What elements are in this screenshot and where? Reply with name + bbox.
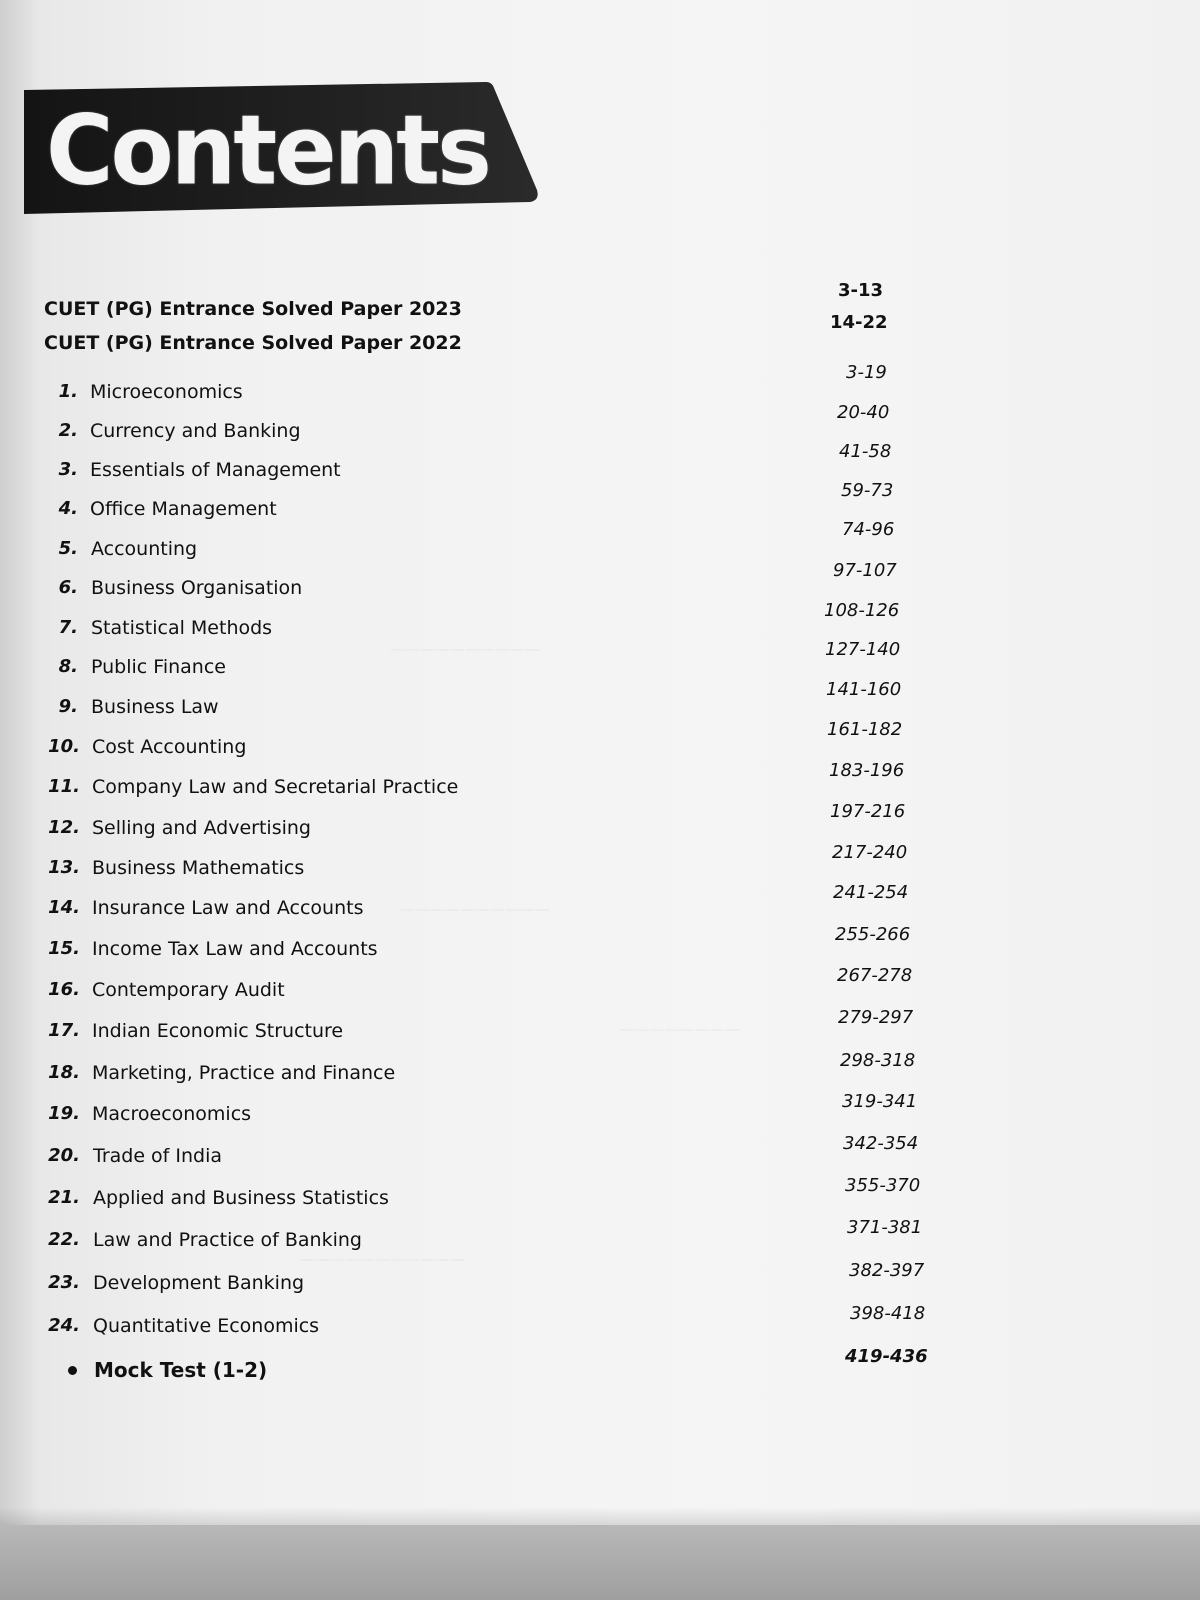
- chapter-pages: 255-266: [835, 924, 911, 945]
- chapter-number: 3.: [58, 459, 78, 480]
- chapter-number: 13.: [48, 857, 80, 878]
- toc-chapter-18[interactable]: [0, 1050, 1200, 1088]
- chapter-title: Income Tax Law and Accounts: [92, 938, 378, 960]
- chapter-number: 17.: [48, 1020, 80, 1041]
- chapter-number: 15.: [48, 938, 80, 959]
- chapter-number: 20.: [48, 1145, 80, 1166]
- chapter-number: 24.: [48, 1315, 80, 1336]
- chapter-number: 16.: [48, 979, 80, 1000]
- chapter-number: 11.: [48, 776, 80, 797]
- chapter-pages: 20-40: [837, 402, 890, 423]
- chapter-pages: 279-297: [838, 1007, 914, 1028]
- chapter-title: Contemporary Audit: [92, 979, 285, 1001]
- chapter-number: 1.: [58, 381, 78, 402]
- chapter-number: 18.: [48, 1062, 80, 1083]
- toc-chapter-24[interactable]: [0, 1303, 1200, 1341]
- chapter-pages: 398-418: [850, 1303, 926, 1324]
- chapter-title: Company Law and Secretarial Practice: [92, 776, 459, 798]
- chapter-title: Currency and Banking: [90, 420, 301, 442]
- chapter-pages: 41-58: [839, 441, 892, 462]
- toc-entry-solved-paper-2022[interactable]: [0, 312, 1200, 358]
- chapter-number: 7.: [58, 617, 78, 638]
- chapter-title: Macroeconomics: [92, 1103, 252, 1125]
- chapter-number: 9.: [58, 696, 78, 717]
- chapter-number: 21.: [48, 1187, 80, 1208]
- chapter-pages: 108-126: [824, 600, 900, 621]
- chapter-title: Quantitative Economics: [93, 1315, 320, 1337]
- chapter-number: 19.: [48, 1103, 80, 1124]
- chapter-pages: 183-196: [829, 760, 905, 781]
- chapter-number: 10.: [48, 736, 80, 757]
- toc-entry-label: Mock Test (1-2): [94, 1358, 268, 1382]
- chapter-title: Development Banking: [93, 1272, 305, 1294]
- bullet-icon: [68, 1366, 77, 1375]
- chapter-pages: 161-182: [827, 719, 903, 740]
- toc-chapter-7[interactable]: [0, 600, 1200, 643]
- chapter-pages: 197-216: [830, 801, 906, 822]
- chapter-number: 23.: [48, 1272, 80, 1293]
- chapter-number: 12.: [48, 817, 80, 838]
- toc-entry-pages: 3-13: [838, 280, 884, 301]
- chapter-title: Statistical Methods: [91, 617, 273, 639]
- toc-entry-pages: 419-436: [845, 1346, 928, 1367]
- toc-chapter-12[interactable]: [0, 801, 1200, 843]
- toc-chapter-13[interactable]: [0, 842, 1200, 883]
- chapter-title: Trade of India: [93, 1145, 223, 1167]
- chapter-pages: 371-381: [847, 1217, 923, 1238]
- toc-chapter-15[interactable]: [0, 924, 1200, 964]
- chapter-pages: 127-140: [825, 639, 901, 660]
- chapter-title: Cost Accounting: [92, 736, 247, 758]
- toc-entry-mock-test[interactable]: [0, 1346, 1200, 1385]
- chapter-title: Business Mathematics: [92, 857, 305, 879]
- toc-chapter-3[interactable]: [0, 441, 1200, 485]
- chapter-pages: 355-370: [845, 1175, 921, 1196]
- chapter-pages: 241-254: [833, 882, 909, 903]
- toc-chapter-8[interactable]: [0, 639, 1200, 682]
- chapter-title: Accounting: [91, 538, 198, 560]
- chapter-number: 2.: [58, 420, 78, 441]
- toc-entry-label: CUET (PG) Entrance Solved Paper 2022: [44, 332, 462, 354]
- chapter-pages: 267-278: [837, 965, 913, 986]
- chapter-pages: 97-107: [833, 560, 897, 581]
- toc-chapter-4[interactable]: [0, 480, 1200, 524]
- page-bottom-shadow: [0, 1507, 1200, 1525]
- chapter-title: Law and Practice of Banking: [93, 1229, 362, 1251]
- chapter-title: Business Law: [91, 696, 219, 718]
- toc-entry-solved-paper-2023[interactable]: [0, 280, 1200, 324]
- chapter-number: 6.: [58, 577, 78, 598]
- toc-chapter-1[interactable]: [0, 362, 1200, 407]
- chapter-title: Essentials of Management: [90, 459, 341, 481]
- toc-chapter-21[interactable]: [0, 1175, 1200, 1213]
- toc-chapter-9[interactable]: [0, 679, 1200, 722]
- chapter-title: Selling and Advertising: [92, 817, 311, 839]
- chapter-pages: 298-318: [840, 1050, 916, 1071]
- toc-entry-label: CUET (PG) Entrance Solved Paper 2023: [44, 298, 462, 320]
- toc-chapter-23[interactable]: [0, 1260, 1200, 1298]
- chapter-pages: 74-96: [842, 519, 895, 540]
- chapter-number: 4.: [58, 498, 78, 519]
- chapter-title: Indian Economic Structure: [92, 1020, 344, 1042]
- chapter-pages: 319-341: [842, 1091, 918, 1112]
- toc-chapter-10[interactable]: [0, 719, 1200, 762]
- chapter-title: Insurance Law and Accounts: [92, 897, 364, 919]
- chapter-title: Business Organisation: [91, 577, 303, 599]
- toc-chapter-22[interactable]: [0, 1217, 1200, 1255]
- toc-chapter-19[interactable]: [0, 1091, 1200, 1129]
- toc-chapter-20[interactable]: [0, 1133, 1200, 1171]
- toc-chapter-6[interactable]: [0, 560, 1200, 603]
- toc-chapter-14[interactable]: [0, 882, 1200, 923]
- chapter-pages: 342-354: [843, 1133, 919, 1154]
- toc-chapter-5[interactable]: [0, 519, 1200, 564]
- toc-chapter-16[interactable]: [0, 965, 1200, 1005]
- background-surface: [0, 1525, 1200, 1600]
- chapter-title: Office Management: [90, 498, 277, 520]
- chapter-number: 14.: [48, 897, 80, 918]
- chapter-pages: 382-397: [849, 1260, 925, 1281]
- page-title: Contents: [46, 94, 489, 207]
- chapter-pages: 3-19: [846, 362, 887, 383]
- toc-entry-pages: 14-22: [830, 312, 888, 333]
- chapter-number: 22.: [48, 1229, 80, 1250]
- chapter-pages: 217-240: [832, 842, 908, 863]
- chapter-pages: 59-73: [841, 480, 894, 501]
- toc-chapter-17[interactable]: [0, 1007, 1200, 1046]
- chapter-pages: 141-160: [826, 679, 902, 700]
- chapter-title: Public Finance: [91, 656, 226, 678]
- toc-chapter-2[interactable]: [0, 402, 1200, 446]
- chapter-number: 5.: [58, 538, 78, 559]
- chapter-title: Marketing, Practice and Finance: [92, 1062, 396, 1084]
- toc-chapter-11[interactable]: [0, 760, 1200, 802]
- chapter-title: Applied and Business Statistics: [93, 1187, 389, 1209]
- chapter-title: Microeconomics: [90, 381, 243, 403]
- chapter-number: 8.: [58, 656, 78, 677]
